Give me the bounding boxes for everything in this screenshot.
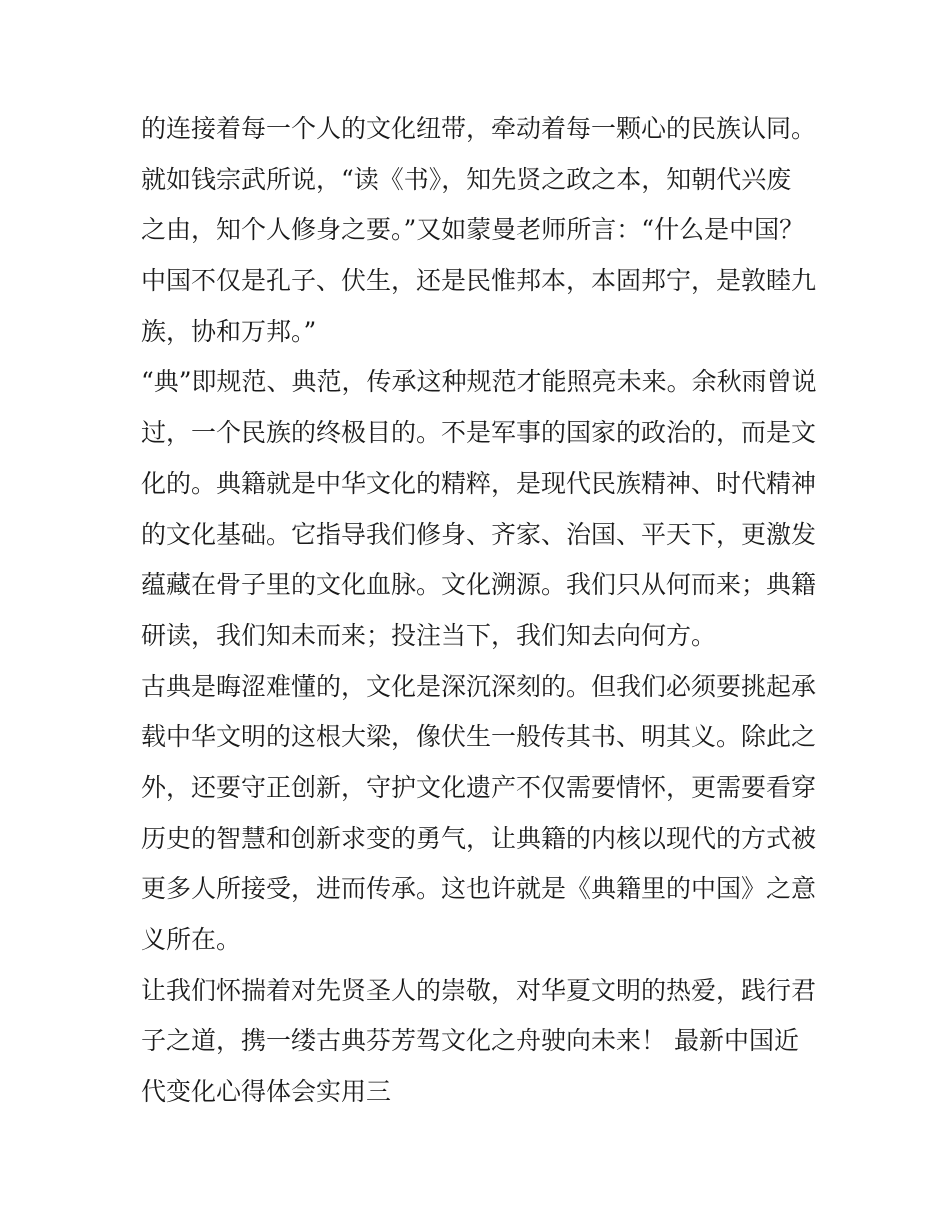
text-line: “典”即规范、典范，传承这种规范才能照亮未来。余秋雨曾说 <box>141 367 817 397</box>
text-line: 之由，知个人修身之要。”又如蒙曼老师所言：“什么是中国？ <box>141 215 805 245</box>
text-line: 子之道，携一缕古典芬芳驾文化之舟驶向未来！ 最新中国近 <box>141 1026 799 1056</box>
text-line: 历史的智慧和创新求变的勇气，让典籍的内核以现代的方式被 <box>141 823 817 853</box>
body-text <box>141 104 817 1118</box>
text-line: 就如钱宗武所说，“读《书》，知先贤之政之本，知朝代兴废 <box>141 164 792 194</box>
text-line: 外，还要守正创新，守护文化遗产不仅需要情怀，更需要看穿 <box>141 772 817 802</box>
text-line: 蕴藏在骨子里的文化血脉。文化溯源。我们只从何而来；典籍 <box>141 570 817 600</box>
text-line: 载中华文明的这根大梁，像伏生一般传其书、明其义。除此之 <box>141 722 817 752</box>
text-line: 的文化基础。它指导我们修身、齐家、治国、平天下，更激发 <box>141 519 817 549</box>
text-line: 古典是晦涩难懂的，文化是深沉深刻的。但我们必须要挑起承 <box>141 671 817 701</box>
text-line: 代变化心得体会实用三 <box>141 1077 392 1107</box>
text-line: 族，协和万邦。” <box>141 316 317 346</box>
text-line: 过，一个民族的终极目的。不是军事的国家的政治的，而是文 <box>141 418 817 448</box>
text-line: 研读，我们知未而来；投注当下，我们知去向何方。 <box>141 620 717 650</box>
text-line: 化的。典籍就是中华文化的精粹，是现代民族精神、时代精神 <box>141 468 817 498</box>
text-line: 让我们怀揣着对先贤圣人的崇敬，对华夏文明的热爱，践行君 <box>141 975 817 1005</box>
text-line: 的连接着每一个人的文化纽带，牵动着每一颗心的民族认同。 <box>141 114 817 143</box>
text-line: 义所在。 <box>141 925 242 954</box>
text-line: 更多人所接受，进而传承。这也许就是《典籍里的中国》之意 <box>141 874 817 904</box>
text-line: 中国不仅是孔子、伏生，还是民惟邦本，本固邦宁，是敦睦九 <box>141 266 817 296</box>
